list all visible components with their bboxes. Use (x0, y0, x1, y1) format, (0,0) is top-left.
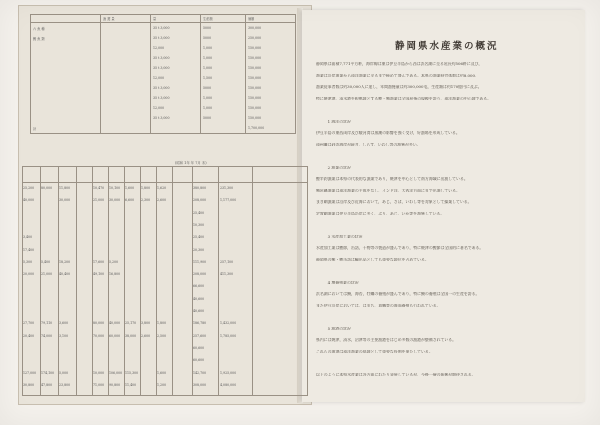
table-cell: 80,000 (41, 186, 53, 190)
table-cell: 6,600 (125, 198, 135, 203)
table-cell: 35 t 3,000 (153, 86, 170, 90)
table-cell: 111,900 (193, 259, 207, 264)
table-cell: 115,300 (125, 370, 139, 375)
table-bottom (22, 166, 308, 396)
table-cell: 1,177,000 (220, 198, 237, 203)
table-cell: 150,000 (248, 56, 262, 60)
paragraph-line: 特に焼津港，清水港を根拠地とする鰹・鮪漁業は全国屈指の規模を誇り，遠洋漁業の中心地である。 (316, 96, 492, 101)
table-cell: 20,300 (193, 247, 205, 252)
paragraph-line: 県内には焼津，清水，沼津等の主要漁港をはじめ多数の漁港が整備されている。 (316, 338, 457, 342)
table-cell: 74,000 (41, 333, 53, 338)
paragraph-line: まき網漁業は沿岸及び近海において，あじ，さば，いわし等を対象として操業している。 (316, 200, 472, 204)
table-cell: 35 t 3,000 (153, 56, 170, 60)
table-cell: 25,400 (193, 235, 205, 240)
table-top-header-cell: 生産額 (203, 17, 213, 21)
table-cell: 3,800 (141, 321, 151, 326)
table-cell: 21,000 (93, 198, 105, 203)
table-cell: 3,600 (59, 321, 69, 326)
table-cell: 30,800 (23, 382, 35, 387)
table-cell: 142,700 (193, 370, 207, 375)
table-cell: 35 t 3,000 (153, 66, 170, 70)
table-cell: 3,100 (59, 333, 69, 338)
table-cell: 1,925,000 (220, 370, 237, 375)
table-cell: 1,600 (157, 370, 167, 375)
table-cell: 40,000 (109, 321, 121, 326)
table-cell: 5,400 (41, 259, 51, 264)
right-page (302, 10, 585, 402)
table-cell: 40,400 (59, 272, 71, 277)
table-cell: 1,620 (157, 186, 167, 190)
table-cell: 1,432,000 (220, 321, 237, 326)
table-cell: 1,500 (203, 76, 213, 80)
table-cell: 1,000 (203, 66, 213, 70)
page-title: 静岡県水産業の概況 (395, 41, 499, 52)
paragraph-line: 鰹竿釣漁業は本県の代表的な漁業であり，焼津を中心として南方海域に出漁している。 (316, 177, 468, 181)
table-cell: 60,600 (193, 358, 205, 363)
table-cell: 10,000 (93, 370, 105, 375)
table-cell: 23,800 (59, 382, 71, 387)
table-cell: 150,000 (248, 46, 262, 50)
table-cell: 90,800 (109, 382, 121, 387)
table-cell: 257,100 (220, 259, 234, 264)
paragraph-line: 3 水産加工業の状況 (316, 234, 363, 239)
table-cell: 49,100 (93, 272, 105, 277)
table-cell: 2,600 (157, 198, 167, 203)
paragraph-line: これらの漁港は遠洋漁業の基地として重要な役割を果たしている。 (316, 349, 433, 354)
table-cell: 1,000 (203, 96, 213, 100)
table-cell: 25,400 (193, 210, 205, 215)
table-cell: 250,000 (248, 36, 262, 40)
paragraph-line: 1 海洋の状況 (316, 119, 351, 124)
table-cell: 150,000 (248, 66, 262, 70)
table-cell: 1,000 (203, 106, 213, 110)
paragraph-line: また伊豆沿岸においては，はまち，真鯛等の海面養殖も行われている。 (316, 303, 441, 308)
table-cell: 1,200 (157, 382, 167, 387)
table-top-header-cell: 漁 獲 量 (103, 17, 115, 21)
table-cell: 208,000 (193, 272, 207, 277)
paragraph-line: 漁業は沿岸漁業から遠洋漁業に至るまで極めて盛んである。本県の漁業経営体数は約8,000， (316, 73, 479, 78)
table-cell: 1,700,000 (248, 126, 265, 130)
table-cell: 10,300 (193, 222, 205, 227)
table-cell: 12,000 (153, 46, 165, 50)
table-cell: 40,600 (193, 296, 205, 301)
paragraph-line: 以上のように本県水産業は各方面にわたり発展しているが，今後一層の振興が期待される。 (316, 372, 476, 377)
table-caption: (昭和 1年 年 7月 末) (175, 161, 207, 165)
table-cell: 79,110 (41, 321, 53, 326)
paragraph-line: 2 漁業の状況 (316, 165, 351, 170)
table-cell: 380,800 (193, 186, 207, 190)
table-cell: 六 魚 種 (33, 27, 45, 31)
table-cell: 5,200 (109, 259, 119, 264)
table-cell: 25,200 (23, 186, 35, 190)
table-cell: 257,600 (193, 333, 207, 338)
table-cell: 1,800 (157, 321, 167, 326)
paragraph-line: 静岡県の鮪・鰹缶詰は輸出品としても重要な地位を占めている。 (316, 257, 429, 262)
table-cell: 16,800 (109, 272, 121, 277)
table-cell: 35 t 3,000 (153, 96, 170, 100)
table-cell: 5,000 (59, 370, 69, 375)
table-cell: 10,470 (93, 186, 105, 190)
table-cell: 150,000 (248, 86, 262, 90)
table-cell: 4,080,000 (220, 382, 237, 387)
table-cell: 231,300 (220, 186, 234, 190)
table-cell: 60,600 (193, 345, 205, 350)
table-cell: 12,000 (153, 106, 165, 110)
table-top (30, 14, 296, 134)
table-cell: 20,400 (23, 333, 35, 338)
table-cell: 106,000 (109, 370, 123, 375)
table-cell: 2,300 (141, 198, 151, 203)
table-cell: 5,300 (23, 259, 33, 264)
paragraph-line: 鮪延縄漁業は遠洋漁業の主体をなし，インド洋，大西洋方面にまで出漁している。 (316, 188, 460, 193)
paragraph-line: 浜名湖においては鰻，海苔，牡蠣の養殖が盛んであり，特に鰻の養殖は全国一の生産を誇る。 (316, 292, 480, 296)
table-cell: 17,400 (23, 247, 35, 252)
table-cell: 25,170 (125, 321, 137, 326)
table-cell: 60,000 (109, 333, 121, 338)
table-cell: 150,000 (248, 96, 262, 100)
table-cell: 5000 (203, 36, 212, 40)
table-cell: 71,000 (93, 382, 105, 387)
table-cell: 計 (33, 127, 37, 131)
table-cell: 17,600 (93, 259, 105, 264)
table-cell: 47,800 (41, 382, 53, 387)
table-cell: 66,600 (193, 284, 205, 289)
table-cell: 300,000 (248, 26, 262, 30)
table-top-header-cell: 量 (153, 17, 157, 21)
table-cell: 208,000 (193, 198, 207, 203)
table-cell: 1,600 (125, 186, 135, 190)
table-cell: 27,700 (23, 321, 35, 326)
table-cell: 18,200 (59, 259, 71, 264)
table-cell: 21,000 (41, 272, 53, 277)
table-cell: 150,000 (248, 106, 262, 110)
table-cell: 150,000 (248, 76, 262, 80)
table-cell: 鰹 魚 類 (33, 37, 45, 41)
paragraph-line: 4 増養殖業の状況 (316, 280, 359, 285)
table-cell: 40,600 (193, 309, 205, 313)
table-cell: 150,000 (248, 116, 262, 120)
table-cell: 186,780 (193, 321, 207, 326)
table-cell: 30,000 (59, 198, 71, 203)
table-cell: 5000 (203, 116, 212, 120)
table-top-header-cell: 価額 (248, 17, 255, 21)
table-cell: 10,100 (109, 186, 121, 190)
paragraph-line: 遠州灘は砂浜海岸が続き，しらす，いわし等の漁獲が多い。 (316, 142, 421, 147)
table-cell: 3,400 (23, 235, 33, 240)
paragraph-line: 水産加工業は鰹節，缶詰，干物等の製造が盛んであり，特に焼津の鰹節は全国的に著名である。 (316, 246, 484, 250)
table-cell: 2,500 (157, 333, 167, 338)
table-cell: 11,800 (59, 186, 71, 190)
table-cell: 411,300 (220, 272, 234, 277)
table-cell: 127,000 (23, 370, 37, 375)
table-cell: 40,000 (23, 198, 35, 203)
table-cell: 1,785,000 (220, 333, 237, 338)
table-cell: 2,600 (141, 333, 151, 338)
table-cell: 80,000 (93, 321, 105, 326)
table-cell: 35 t 3,000 (153, 116, 170, 120)
table-cell: 5000 (203, 26, 212, 30)
table-cell: 20,000 (23, 272, 35, 277)
table-cell: 35 t 3,000 (153, 36, 170, 40)
table-cell: 1,800 (141, 186, 151, 190)
paragraph-line: 静岡県は面積7,771平方粁，海岸線は東は伊豆半島から西は浜名湖に至る延長約506粁に及び， (316, 62, 483, 66)
paragraph-line: 漁業従事者数は約30,000人に達し，年間漁獲量は約300,000屯，生産額は約170億円に及ぶ。 (316, 85, 482, 89)
paragraph-line: 伊豆半島の東西両岸及び駿河湾は黒潮の影響を強く受け，好漁場を形成している。 (316, 131, 460, 135)
table-cell: 5000 (203, 86, 212, 90)
paragraph-line: 5 漁港の状況 (316, 326, 351, 331)
table-cell: 30,000 (109, 198, 121, 203)
table-cell: 1,000 (203, 56, 213, 60)
paragraph-line: 定置網漁業は伊豆半島沿岸に多く，ぶり，あじ，いか等を漁獲している。 (316, 211, 445, 216)
table-cell: 1,000 (203, 46, 213, 50)
table-cell: 11,400 (125, 382, 137, 387)
table-cell: 38,000 (125, 333, 137, 338)
table-cell: 308,000 (193, 382, 207, 387)
table-cell: 174,100 (41, 370, 55, 375)
table-cell: 70,000 (93, 333, 105, 338)
table-cell: 12,000 (153, 76, 165, 80)
table-cell: 35 t 3,000 (153, 26, 170, 30)
